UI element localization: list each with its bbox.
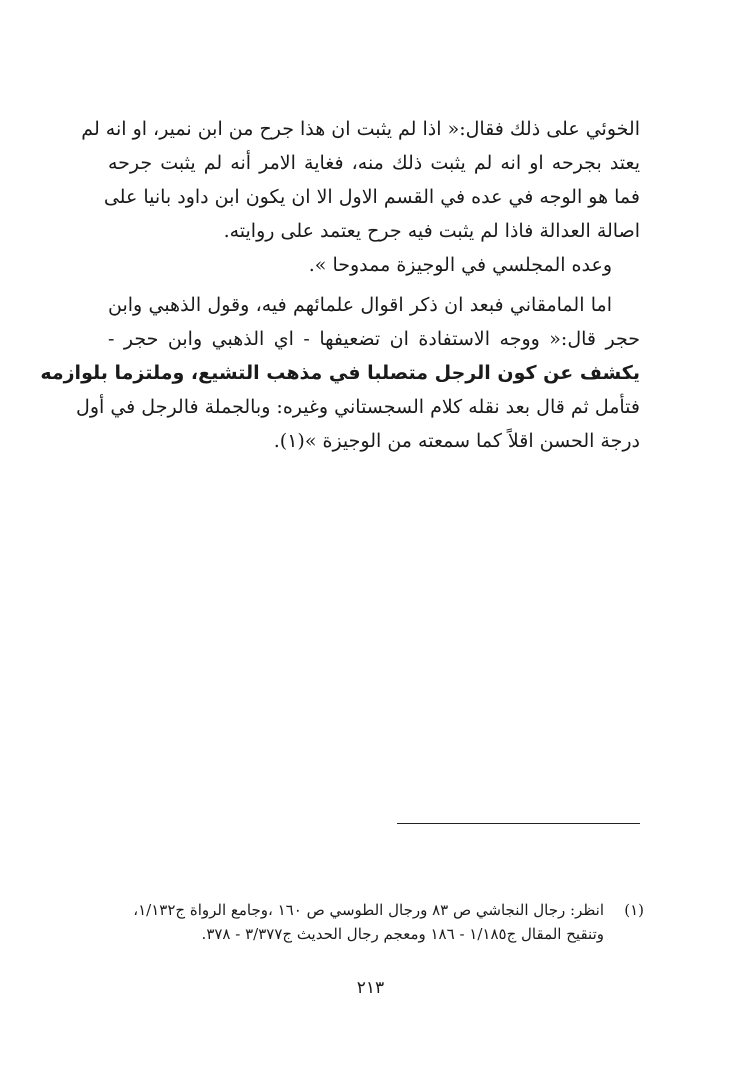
footnote: [104, 898, 644, 946]
footnote-line: وتنقيح المقال ج١/١٨٥ - ١٨٦ ومعجم رجال الحديث ج٣/٣٧٧ - ٣٧٨.: [201, 925, 604, 943]
text-line: الخوئي على ذلك فقال:« اذا لم يثبت ان هذا جرح من ابن نمير، او انه لم: [81, 118, 640, 140]
footnote-line: انظر: رجال النجاشي ص ٨٣ ورجال الطوسي ص ١٦٠ ،وجامع الرواة ج١/١٣٢،: [133, 901, 604, 919]
page-number: ٢١٣: [356, 978, 385, 998]
footnote-text: [104, 898, 604, 946]
text-line: فما هو الوجه في عده في القسم الاول الا ان يكون ابن داود بانيا على: [103, 186, 640, 208]
footnote-number: (١): [624, 901, 644, 919]
text-line: وعده المجلسي في الوجيزة ممدوحا ».: [308, 254, 612, 276]
text-line: اصالة العدالة فاذا لم يثبت فيه جرح يعتمد على روايته.: [223, 220, 640, 242]
text-line: اما المامقاني فبعد ان ذكر اقوال علمائهم فيه، وقول الذهبي وابن: [108, 294, 612, 316]
paragraph-2: [108, 248, 640, 282]
footnote-separator: [397, 823, 640, 824]
paragraph-3: [40, 288, 640, 458]
text-line: فتأمل ثم قال بعد نقله كلام السجستاني وغيره: وبالجملة فالرجل في أول: [76, 396, 640, 418]
paragraph-1: [81, 112, 640, 248]
text-line: يعتد بجرحه او انه لم يثبت ذلك منه، فغاية الامر أنه لم يثبت جرحه: [108, 152, 640, 174]
text-line: حجر قال:« ووجه الاستفادة ان تضعيفها - اي الذهبي وابن حجر -: [108, 328, 640, 350]
text-line: درجة الحسن اقلاً كما سمعته من الوجيزة »(١).: [273, 430, 640, 452]
text-line-bold: يكشف عن كون الرجل متصلبا في مذهب التشيع، وملتزما بلوازمه: [40, 362, 640, 384]
main-text: [40, 112, 640, 458]
